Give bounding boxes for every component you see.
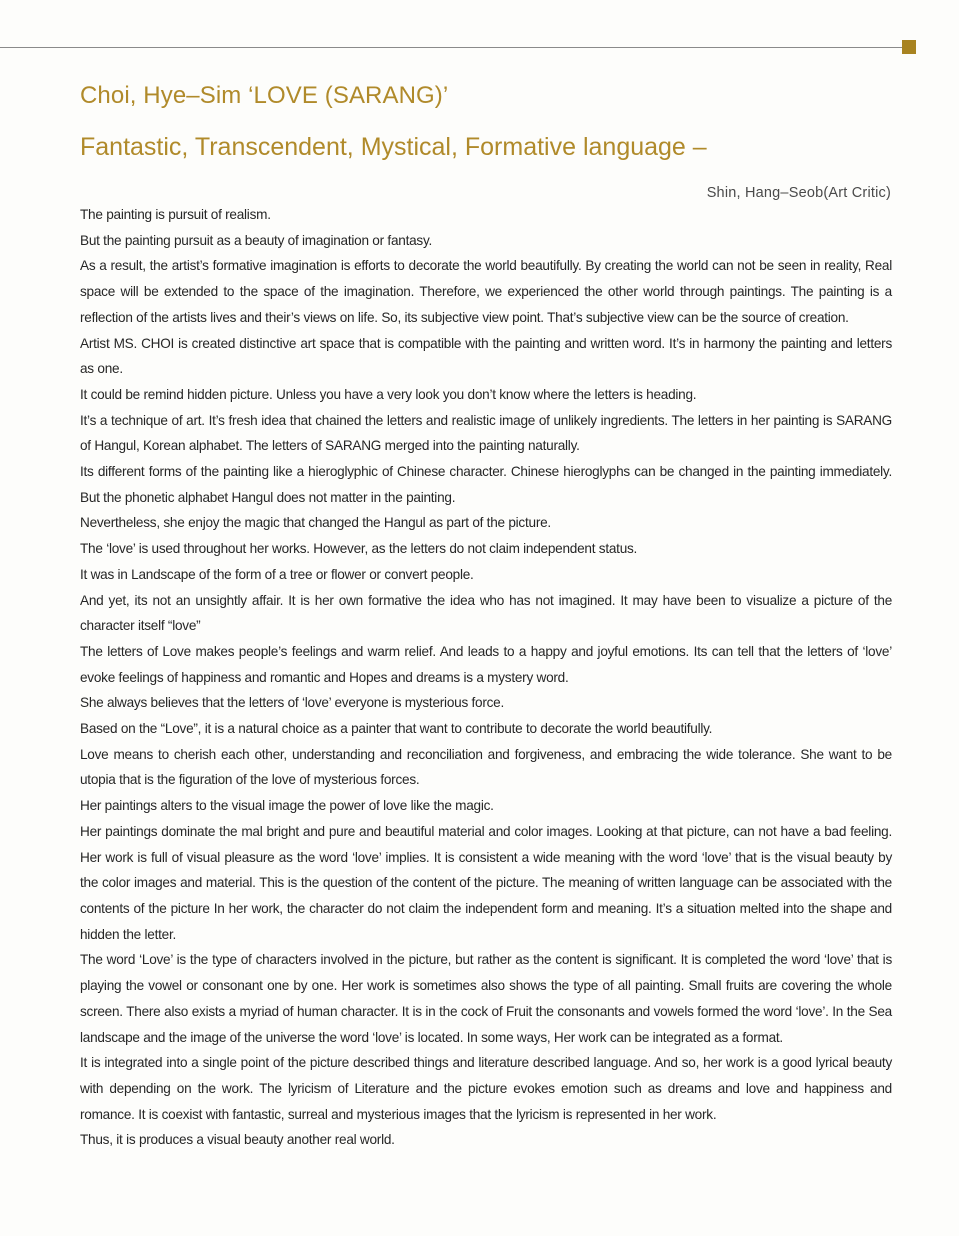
paragraph: And yet, its not an unsightly affair. It is her own formative the idea who has not imagined. It may have been to visualize a picture of the character itself “love”: [80, 592, 892, 634]
paragraph: The ‘love’ is used throughout her works. However, as the letters do not claim independent status.: [80, 541, 638, 557]
corner-square-mark: [902, 40, 916, 54]
paragraph: The word ‘Love’ is the type of characters involved in the picture, but rather as the content is significant. It is completed the word ‘love’ that is playing the vowel or consonant one by one. Her work is sometimes also shows the type of all painting. Small fruits are covering the whole screen. There also exists a myriad of human character. It is in the cock of Fruit the consonants and vowels formed the word ‘love’. In the Sea landscape and the image of the universe the word ‘love’ is located. In some ways, Her work can be integrated as a format.: [80, 952, 892, 1045]
paragraph: It’s a technique of art. It’s fresh idea that chained the letters and realistic image of unlikely ingredients. The letters in her painting is SARANG of Hangul, Korean alphabet. The letters of SARANG merged into the painting naturally.: [80, 412, 892, 454]
paragraph: She always believes that the letters of ‘love’ everyone is mysterious force.: [80, 695, 505, 711]
paragraph: The painting is pursuit of realism.: [80, 207, 271, 222]
paragraph: Artist MS. CHOI is created distinctive art space that is compatible with the painting and written word. It’s in harmony the painting and letters as one.: [80, 335, 892, 377]
paragraph: It could be remind hidden picture. Unless you have a very look you don’t know where the letters is heading.: [80, 386, 697, 402]
paragraph: Her paintings alters to the visual image the power of love like the magic.: [80, 798, 494, 814]
article-title: Choi, Hye–Sim ‘LOVE (SARANG)’: [80, 82, 449, 109]
paragraph: It is integrated into a single point of the picture described things and literature described language. And so, her work is a good lyrical beauty with depending on the work. The lyricism of Literature and the picture evokes emotion such as dreams and love and happiness and romance. It is coexist with fantastic, surreal and mysterious images that the lyricism is represented in her work.: [80, 1055, 892, 1122]
paragraph: Her paintings dominate the mal bright and pure and beautiful material and color images. Looking at that picture, can not have a bad feeling. Her work is full of visual pleasure as the word ‘love’ implies. It is consistent a wide meaning with the word ‘love’ that is the visual beauty by the color images and material. This is the question of the content of the picture. The meaning of written language can be associated with the contents of the picture In her work, the character do not claim the independent form and meaning. It’s a situation melted into the shape and hidden the letter.: [80, 823, 892, 942]
paragraph: Its different forms of the painting like a hieroglyphic of Chinese character. Chinese hieroglyphs can be changed in the painting immediately. But the phonetic alphabet Hangul does not matter in the painting.: [80, 464, 892, 505]
author-byline: Shin, Hang–Seob(Art Critic): [706, 185, 891, 201]
paragraph: Love means to cherish each other, understanding and reconciliation and forgiveness, and embracing the wide tolerance. She want to be utopia that is the figuration of the love of mysterious forces.: [80, 746, 892, 788]
paragraph: It was in Landscape of the form of a tree or flower or convert people.: [80, 566, 474, 582]
paragraph: But the painting pursuit as a beauty of imagination or fantasy.: [80, 232, 433, 248]
paragraph: Nevertheless, she enjoy the magic that changed the Hangul as part of the picture.: [80, 515, 551, 531]
article-subtitle: Fantastic, Transcendent, Mystical, Formative language –: [80, 133, 707, 161]
paragraph: As a result, the artist’s formative imagination is efforts to decorate the world beautifully. By creating the world can not be seen in reality, Real space will be extended to the space of the imagination. Therefore, we experienced the other world through paintings. The painting is a reflection of the artists lives and their’s views on life. So, its subjective view point. That’s subjective view can be the source of creation.: [80, 258, 892, 325]
paragraph: The letters of Love makes people’s feelings and warm relief. And leads to a happy and joyful emotions. Its can tell that the letters of ‘love’ evoke feelings of happiness and romantic and Hopes and dreams is a mystery word.: [80, 643, 892, 685]
paragraph: Based on the “Love”, it is a natural choice as a painter that want to contribute to decorate the world beautifully.: [80, 721, 713, 737]
article-body: [80, 202, 892, 1153]
top-rule: [0, 47, 905, 48]
paragraph: Thus, it is produces a visual beauty another real world.: [80, 1132, 395, 1148]
